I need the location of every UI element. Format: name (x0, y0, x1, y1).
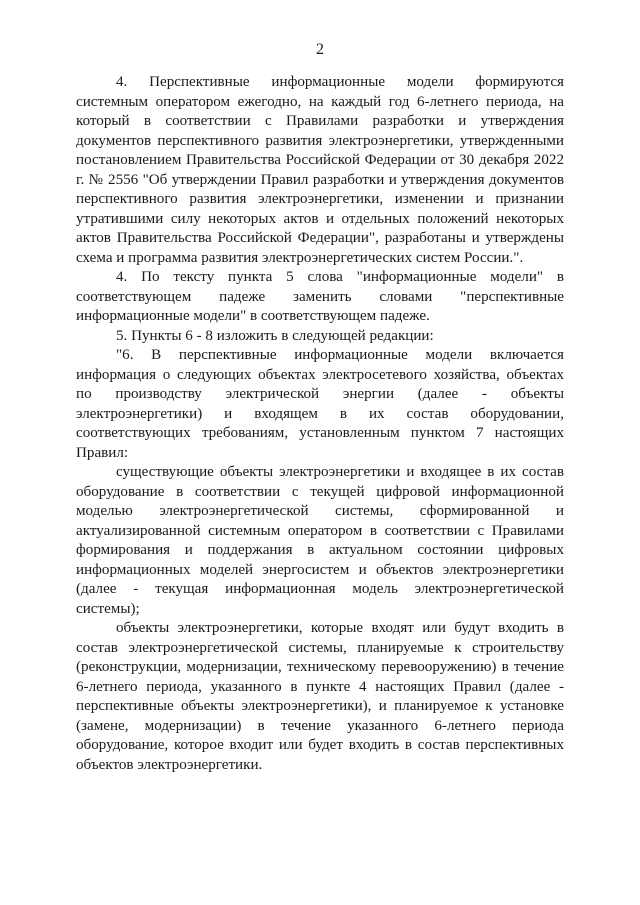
paragraph-existing-objects: существующие объекты электроэнергетики и входящее в их состав оборудование в соответствии с текущей цифровой информационной моделью электроэнергетической системы, сформированной и актуализированной системным оператором в соответствии с Правилами формирования и поддержания в актуальном состоянии цифровых информационных моделей энергосистем и объектов электроэнергетики (далее - текущая информационная модель электроэнергетической системы); (76, 464, 564, 617)
paragraph-planned-objects: объекты электроэнергетики, которые входят или будут входить в состав электроэнергетической системы, планируемые к строительству (реконструкции, модернизации, техническому перевооружению) в течение 6-летнего периода, указанного в пункте 4 настоящих Правил (далее - перспективные объекты электроэнергетики), и планируемое к установке (замене, модернизации) в течение указанного 6-летнего периода оборудование, которое входит или будет входить в состав перспективных объектов электроэнергетики. (76, 620, 564, 773)
paragraph-item-4: 4. Перспективные информационные модели формируются системным оператором ежегодно, на каждый год 6-летнего периода, на который в соответствии с Правилами разработки и утверждения документов перспективного развития электроэнергетики, утвержденными постановлением Правительства Российской Федерации от 30 декабря 2022 г. № 2556 "Об утверждении Правил разработки и утверждения документов перспективного развития электроэнергетики, изменении и признании утратившими силу некоторых актов и отдельных положений некоторых актов Правительства Российской Федерации", разработаны и утверждены схема и программа развития электроэнергетических систем России.". (76, 74, 564, 266)
paragraph-amendment-5: 5. Пункты 6 - 8 изложить в следующей редакции: (116, 327, 434, 344)
paragraph-item-6: "6. В перспективные информационные модели включается информация о следующих объектах электросетевого хозяйства, объектах по производству электрической энергии (далее - объекты электроэнергетики) и входящем в их состав оборудовании, соответствующих требованиям, установленным пунктом 7 настоящих Правил: (76, 347, 564, 461)
page-number: 2 (316, 41, 324, 58)
document-body (76, 73, 564, 775)
paragraph-amendment-4: 4. По тексту пункта 5 слова "информационные модели" в соответствующем падеже заменить словами "перспективные информационные модели" в соответствующем падеже. (76, 269, 564, 324)
